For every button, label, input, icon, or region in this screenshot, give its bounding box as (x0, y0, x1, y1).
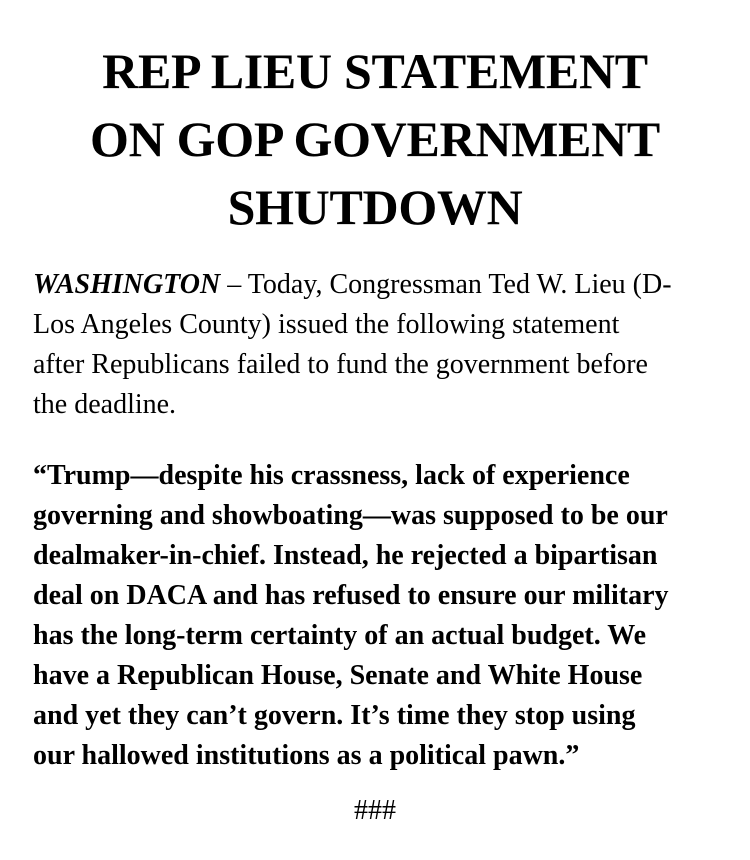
quote-line: our hallowed institutions as a political pawn.” (33, 740, 580, 771)
quote-line: and yet they can’t govern. It’s time they stop using (33, 700, 636, 731)
quote-line: “Trump—despite his crassness, lack of experience (33, 460, 630, 491)
quote-line: governing and showboating—was supposed to be our (33, 500, 668, 531)
intro-line-text: – Today, Congressman Ted W. Lieu (D- (220, 269, 672, 300)
title-line: ON GOP GOVERNMENT (90, 111, 660, 167)
title-line: SHUTDOWN (227, 179, 523, 235)
intro-line: Los Angeles County) issued the following statement (33, 309, 620, 340)
title-line: REP LIEU STATEMENT (102, 43, 648, 99)
quote-line: deal on DACA and has refused to ensure our military (33, 580, 669, 611)
quote-line: has the long-term certainty of an actual budget. We (33, 620, 647, 651)
dateline: WASHINGTON (33, 269, 221, 300)
intro-line (33, 265, 723, 305)
quote-line: have a Republican House, Senate and White House (33, 660, 643, 691)
intro-line: the deadline. (33, 389, 177, 420)
intro-paragraph (33, 265, 723, 425)
quote-line: dealmaker-in-chief. Instead, he rejected a bipartisan (33, 540, 658, 571)
intro-line: after Republicans failed to fund the government before (33, 349, 648, 380)
release-title (0, 37, 750, 241)
quote-paragraph (33, 456, 733, 776)
end-mark: ### (354, 795, 396, 826)
